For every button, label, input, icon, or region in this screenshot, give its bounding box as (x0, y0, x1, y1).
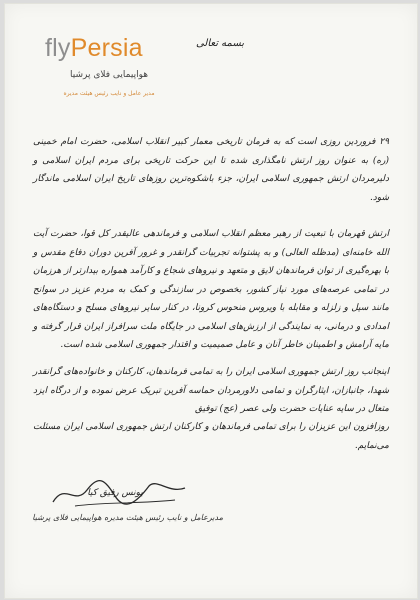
letter-paragraph-1: ۲۹ فروردین روزی است که به فرمان تاریخی معمار کبیر انقلاب اسلامی، حضرت امام خمینی (ره) به عنوان روز ارتش نامگذاری شده تا این حرکت تاریخی برای مردم ایران اسلامی و دلیرمردان ارتش جمهوری اسلامی ایران، جزء باشکوه‌ترین روزهای تاریخ ایران اسلامی ماندگار شود. (33, 137, 389, 203)
logo-persia: Persia (70, 34, 143, 62)
logo-wordmark (45, 34, 143, 63)
bismillah-heading: بسمه تعالی (195, 38, 245, 49)
logo-fly: fly (45, 34, 71, 62)
signatory-title: مدیرعامل و نایب رئیس هیئت مدیره هواپیمایی فلای پرشیا (32, 513, 223, 522)
logo-persian-name: هواپیمایی فلای پرشیا (70, 70, 148, 80)
company-logo (41, 34, 181, 106)
signatory-name: یونس رفیق کیا (87, 488, 143, 498)
letter-paragraph-3: اینجانب روز ارتش جمهوری اسلامی ایران را به تمامی فرماندهان، کارکنان و خانواده‌های گرانقدر شهدا، جانبازان، ایثارگران و تمامی دلاورمردان حماسه آفرین تبریک عرض نموده و از درگاه ایزد متعال در سایه عنایات حضرت ولی عصر (عج) توفیق (33, 367, 389, 414)
letterhead-subtitle: مدیر عامل و نایب رئیس هیئت مدیره (63, 90, 155, 97)
letter-paragraph-2: ارتش قهرمان با تبعیت از رهبر معظم انقلاب اسلامی و فرماندهی عالیقدر کل قوا، حضرت آیت الله خامنه‌ای (مدظله العالی) و به پشتوانه تجربیات گرانقدر و غرور آفرین دوران دفاع مقدس و با بهره‌گیری از توان فرماندهان لایق و متعهد و نیروهای شجاع و کارآمد همواره بیدارتر از هرزمان در تمامی عرصه‌های مورد نیاز کشور، بخصوص در سازندگی و کمک به مردم عزیز در سوانح مانند سیل و زلزله و مقابله با ویروس منحوس کرونا، در کنار سایر نیروهای مسلح و دستگاه‌های امدادی و درمانی، به نمایندگی از ارزش‌های اسلامی در جایگاه ملت سرافراز ایران قرار گرفته و مایه آرامش و اطمینان خاطر آنان و عامل صمیمیت و اقتدار جمهوری اسلامی شده است. (32, 229, 389, 350)
letter-sheet (4, 3, 418, 599)
letter-paragraph-4: روزافزون این عزیزان را برای تمامی فرماندهان و کارکنان ارتش جمهوری اسلامی ایران مسئلت می‌نمایم. (33, 422, 389, 451)
